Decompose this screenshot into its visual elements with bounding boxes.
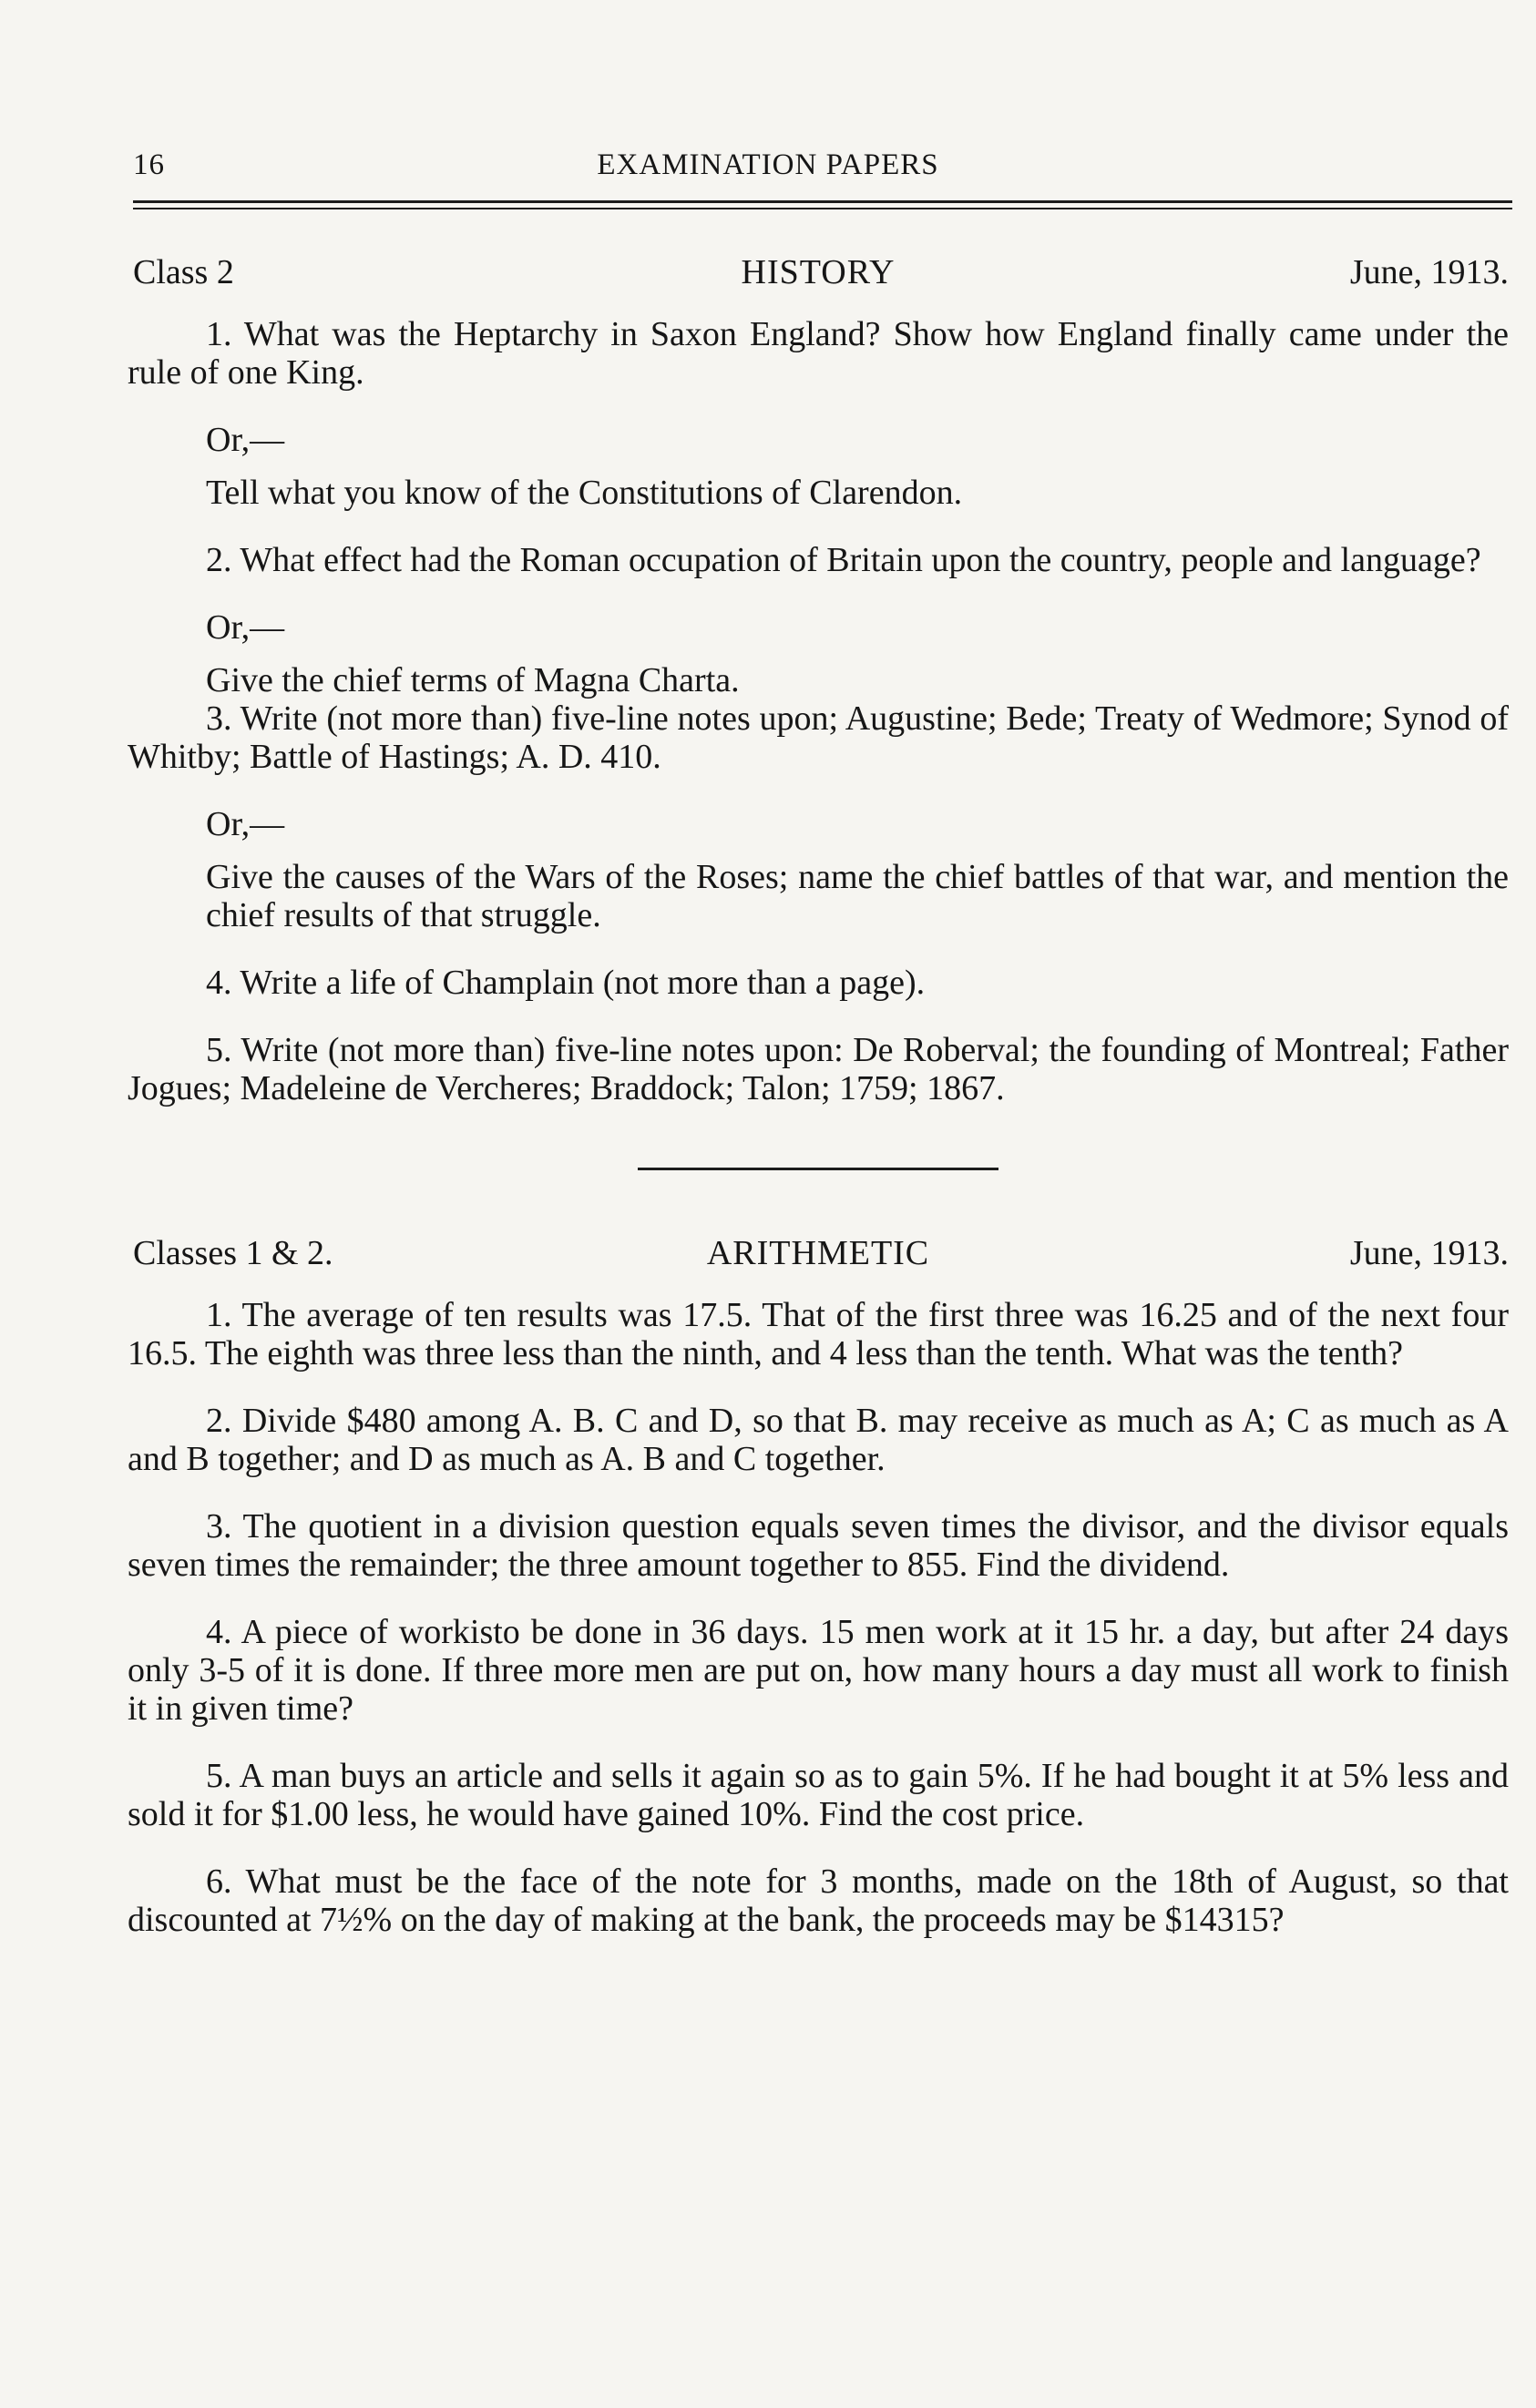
or-label: Or,— (206, 421, 285, 459)
section-divider (638, 1168, 998, 1170)
arithmetic-question-3: 3. The quotient in a division question equals seven times the divisor, and the divisor equals seven times the remainder; the three amount together to 855. Find the dividend. (128, 1507, 1509, 1584)
header-rule-bottom (133, 208, 1512, 209)
subject-title: HISTORY (741, 253, 896, 291)
arithmetic-section (128, 1234, 1509, 1939)
subject-title: ARITHMETIC (706, 1234, 930, 1272)
or-label: Or,— (206, 805, 285, 843)
exam-date: June, 1913. (1349, 253, 1509, 291)
page-number: 16 (133, 148, 165, 181)
exam-date: June, 1913. (1349, 1234, 1509, 1272)
history-question-3-alternative: Give the causes of the Wars of the Roses; name the chief battles of that war, and mention the chief results of that struggle. (206, 858, 1509, 934)
arithmetic-question-5: 5. A man buys an article and sells it again so as to gain 5%. If he had bought it at 5% less and sold it for $1.00 less, he would have gained 10%. Find the cost price. (128, 1757, 1509, 1833)
header-rule-top (133, 200, 1512, 203)
history-question-1-alternative: Tell what you know of the Constitutions of Clarendon. (206, 474, 963, 512)
arithmetic-question-6: 6. What must be the face of the note for 3 months, made on the 18th of August, so that discounted at 7½% on the day of making at the bank, the proceeds may be $14315? (128, 1862, 1509, 1939)
arithmetic-question-2: 2. Divide $480 among A. B. C and D, so that B. may receive as much as A; C as much as A and B together; and D as much as A. B and C together. (128, 1402, 1509, 1478)
or-label: Or,— (206, 608, 285, 647)
arithmetic-question-4: 4. A piece of workisto be done in 36 days. 15 men work at it 15 hr. a day, but after 24 days only 3-5 of it is done. If three more men are put on, how many hours a day must all work to finish it in given time? (128, 1613, 1509, 1728)
class-label: Class 2 (133, 253, 234, 291)
history-question-4: 4. Write a life of Champlain (not more than a page). (206, 964, 926, 1002)
arithmetic-question-1: 1. The average of ten results was 17.5. That of the first three was 16.25 and of the next four 16.5. The eighth was three less than the ninth, and 4 less than the tenth. What was the tenth? (128, 1296, 1509, 1372)
history-question-1: 1. What was the Heptarchy in Saxon England? Show how England finally came under the rule of one King. (128, 315, 1509, 392)
running-title: EXAMINATION PAPERS (597, 148, 939, 181)
history-section (128, 253, 1509, 1107)
section-header (128, 253, 1509, 299)
class-label: Classes 1 & 2. (133, 1234, 333, 1272)
page-content (128, 253, 1509, 1939)
history-question-5: 5. Write (not more than) five-line notes upon: De Roberval; the founding of Montreal; Father Jogues; Madeleine de Vercheres; Braddock; Talon; 1759; 1867. (128, 1031, 1509, 1107)
history-question-3: 3. Write (not more than) five-line notes upon; Augustine; Bede; Treaty of Wedmore; Synod of Whitby; Battle of Hastings; A. D. 410. (128, 699, 1509, 776)
history-question-2-alternative: Give the chief terms of Magna Charta. (206, 661, 740, 699)
running-header (133, 148, 1403, 189)
section-header (128, 1234, 1509, 1280)
history-question-2: 2. What effect had the Roman occupation of Britain upon the country, people and language? (206, 541, 1481, 579)
